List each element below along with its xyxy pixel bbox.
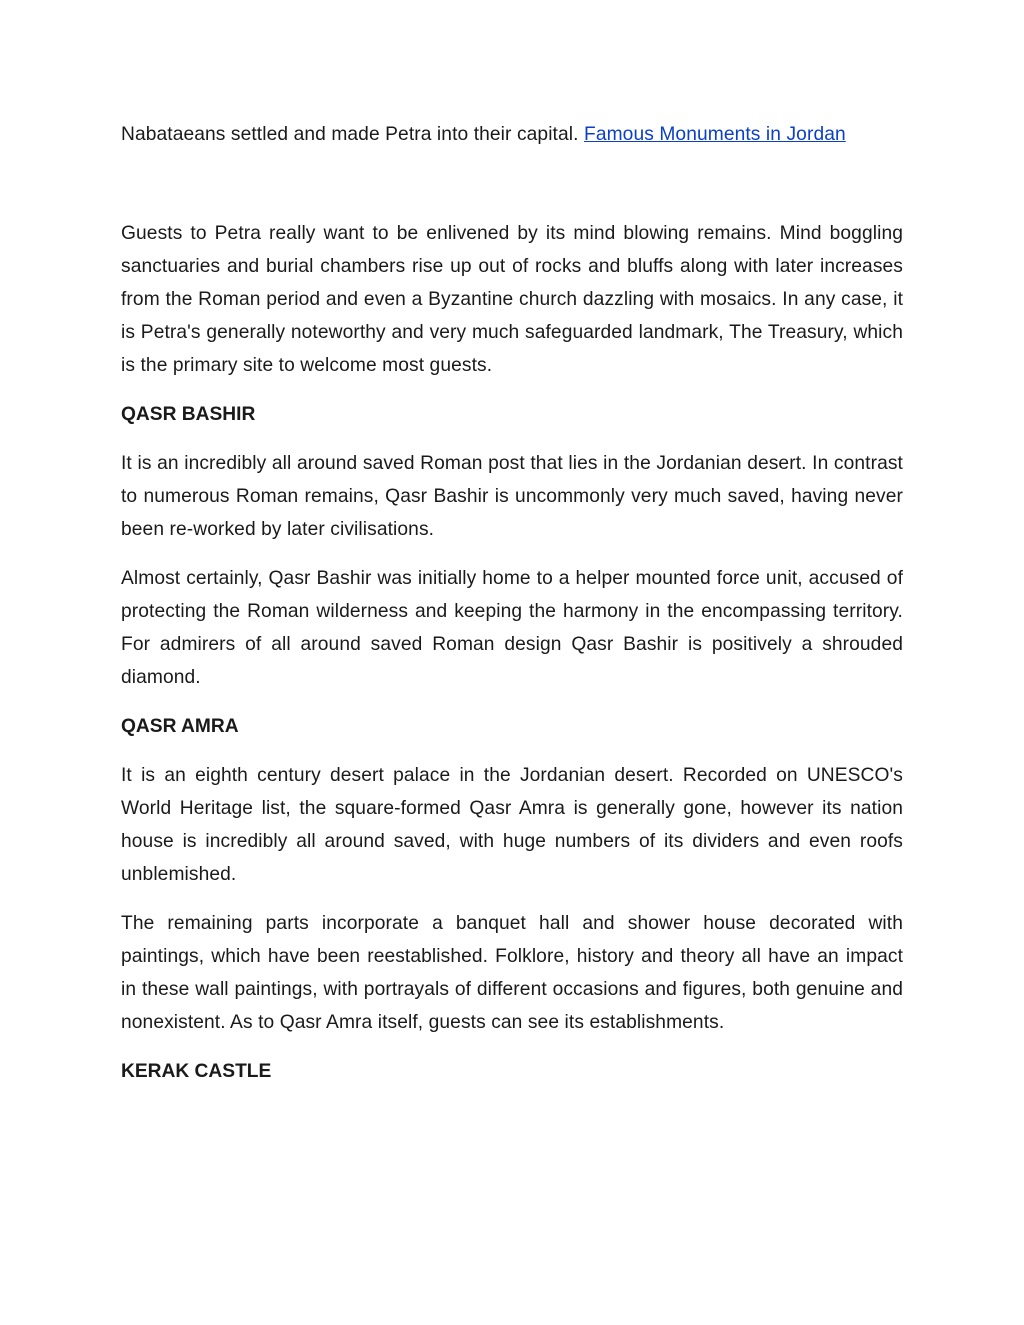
qasr-amra-paragraph-2: The remaining parts incorporate a banquet hall and shower house decorated with paintings, which have been reestablished. Folklore, history and theory all have an impact in these wall paintings, with portrayals of different occasions and figures, both genuine and nonexistent. As to Qasr Amra itself, guests can see its establishments. bbox=[121, 913, 903, 1033]
spacer bbox=[121, 891, 903, 907]
document-page bbox=[121, 118, 903, 1088]
petra-paragraph: Guests to Petra really want to be enlivened by its mind blowing remains. Mind boggling sanctuaries and burial chambers rise up out of rocks and bluffs along with later increases from the Roman period and even a Byzantine church dazzling with mosaics. In any case, it is Petra's generally noteworthy and very much safeguarded landmark, The Treasury, which is the primary site to welcome most guests. bbox=[121, 223, 903, 376]
section-heading-kerak-castle: KERAK CASTLE bbox=[121, 1061, 272, 1082]
famous-monuments-link[interactable]: Famous Monuments in Jordan bbox=[584, 124, 846, 145]
spacer bbox=[121, 743, 903, 759]
qasr-bashir-paragraph-1: It is an incredibly all around saved Roman post that lies in the Jordanian desert. In contrast to numerous Roman remains, Qasr Bashir is uncommonly very much saved, having never been re-worked by later civilisations. bbox=[121, 453, 903, 540]
spacer bbox=[121, 382, 903, 398]
spacer bbox=[121, 546, 903, 562]
spacer bbox=[121, 151, 903, 217]
intro-paragraph bbox=[121, 118, 903, 151]
spacer bbox=[121, 431, 903, 447]
spacer bbox=[121, 1039, 903, 1055]
qasr-amra-paragraph-1: It is an eighth century desert palace in the Jordanian desert. Recorded on UNESCO's World Heritage list, the square-formed Qasr Amra is generally gone, however its nation house is incredibly all around saved, with huge numbers of its dividers and even roofs unblemished. bbox=[121, 765, 903, 885]
intro-text: Nabataeans settled and made Petra into their capital. bbox=[121, 124, 579, 145]
section-heading-qasr-amra: QASR AMRA bbox=[121, 716, 239, 737]
section-heading-qasr-bashir: QASR BASHIR bbox=[121, 404, 256, 425]
spacer bbox=[121, 694, 903, 710]
qasr-bashir-paragraph-2: Almost certainly, Qasr Bashir was initially home to a helper mounted force unit, accused of protecting the Roman wilderness and keeping the harmony in the encompassing territory. For admirers of all around saved Roman design Qasr Bashir is positively a shrouded diamond. bbox=[121, 568, 903, 688]
